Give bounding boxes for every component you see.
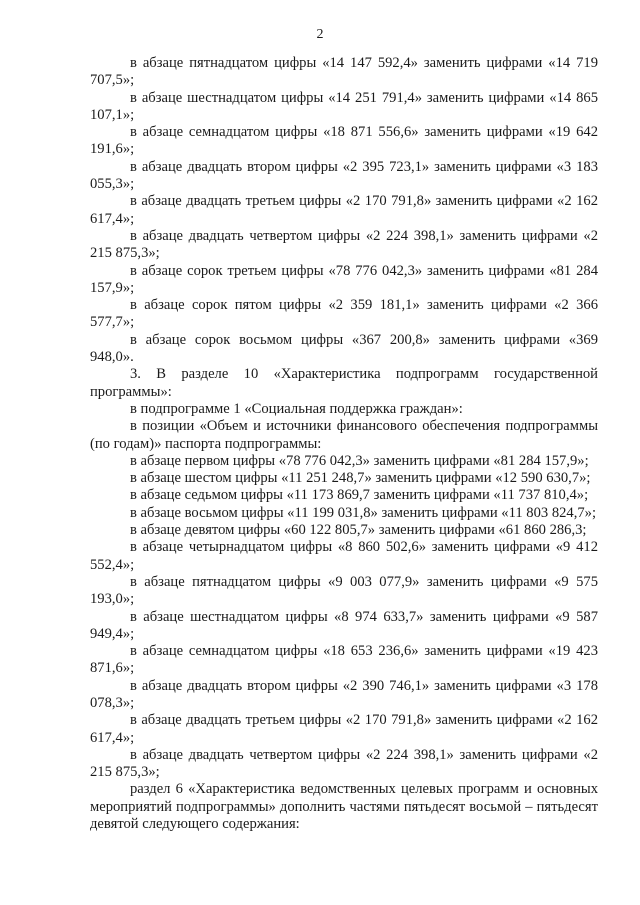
amendment-paragraph: в абзаце шестом цифры «11 251 248,7» заменить цифрами «12 590 630,7»; (130, 470, 591, 487)
amendment-paragraph: в абзаце первом цифры «78 776 042,3» заменить цифрами «81 284 157,9»; (130, 452, 589, 469)
amendment-paragraph: в абзаце двадцать третьем цифры «2 170 791,8» заменить цифрами «2 162 617,4»; (90, 193, 598, 227)
subprogram-paragraph: в подпрограмме 1 «Социальная поддержка граждан»: (130, 400, 463, 417)
amendment-paragraph: в абзаце семнадцатом цифры «18 653 236,6» заменить цифрами «19 423 871,6»; (90, 643, 598, 677)
amendment-paragraph: в абзаце сорок третьем цифры «78 776 042,3» заменить цифрами «81 284 157,9»; (90, 262, 598, 296)
document-body (90, 55, 598, 833)
amendment-paragraph: в абзаце седьмом цифры «11 173 869,7 заменить цифрами «11 737 810,4»; (130, 487, 589, 504)
amendment-paragraph: в абзаце семнадцатом цифры «18 871 556,6» заменить цифрами «19 642 191,6»; (90, 124, 598, 158)
amendment-paragraph: в абзаце пятнадцатом цифры «14 147 592,4» заменить цифрами «14 719 707,5»; (90, 55, 598, 89)
amendment-paragraph: в абзаце двадцать втором цифры «2 395 723,1» заменить цифрами «3 183 055,3»; (90, 158, 598, 193)
amendment-paragraph: в абзаце шестнадцатом цифры «14 251 791,4» заменить цифрами «14 865 107,1»; (90, 89, 598, 123)
amendment-paragraph: в абзаце четырнадцатом цифры «8 860 502,6» заменить цифрами «9 412 552,4»; (90, 539, 598, 573)
section-heading-paragraph: 3. В разделе 10 «Характеристика подпрограмм государственной программы»: (90, 366, 598, 400)
amendment-paragraph: в абзаце двадцать втором цифры «2 390 746,1» заменить цифрами «3 178 078,3»; (90, 677, 598, 711)
position-paragraph: в позиции «Объем и источники финансового обеспечения подпрограммы (по годам)» паспорта подпрограммы: (90, 418, 598, 452)
amendment-paragraph: в абзаце двадцать третьем цифры «2 170 791,8» заменить цифрами «2 162 617,4»; (90, 712, 598, 746)
amendment-paragraph: в абзаце двадцать четвертом цифры «2 224 398,1» заменить цифрами «2 215 875,3»; (90, 746, 598, 781)
amendment-paragraph: в абзаце сорок пятом цифры «2 359 181,1» заменить цифрами «2 366 577,7»; (90, 297, 598, 331)
amendment-paragraph: в абзаце двадцать четвертом цифры «2 224 398,1» заменить цифрами «2 215 875,3»; (90, 227, 598, 262)
page-number: 2 (316, 27, 324, 42)
amendment-paragraph: в абзаце девятом цифры «60 122 805,7» заменить цифрами «61 860 286,3; (130, 522, 587, 539)
section-addition-paragraph: раздел 6 «Характеристика ведомственных целевых программ и основных мероприятий подпрограммы» дополнить частями пятьдесят восьмой – пятьдесят девятой следующего содержания: (90, 781, 598, 833)
amendment-paragraph: в абзаце шестнадцатом цифры «8 974 633,7» заменить цифрами «9 587 949,4»; (90, 608, 598, 642)
amendment-paragraph: в абзаце восьмом цифры «11 199 031,8» заменить цифрами «11 803 824,7»; (130, 504, 597, 521)
amendment-paragraph: в абзаце сорок восьмом цифры «367 200,8» заменить цифрами «369 948,0». (90, 331, 598, 366)
amendment-paragraph: в абзаце пятнадцатом цифры «9 003 077,9» заменить цифрами «9 575 193,0»; (90, 573, 598, 608)
